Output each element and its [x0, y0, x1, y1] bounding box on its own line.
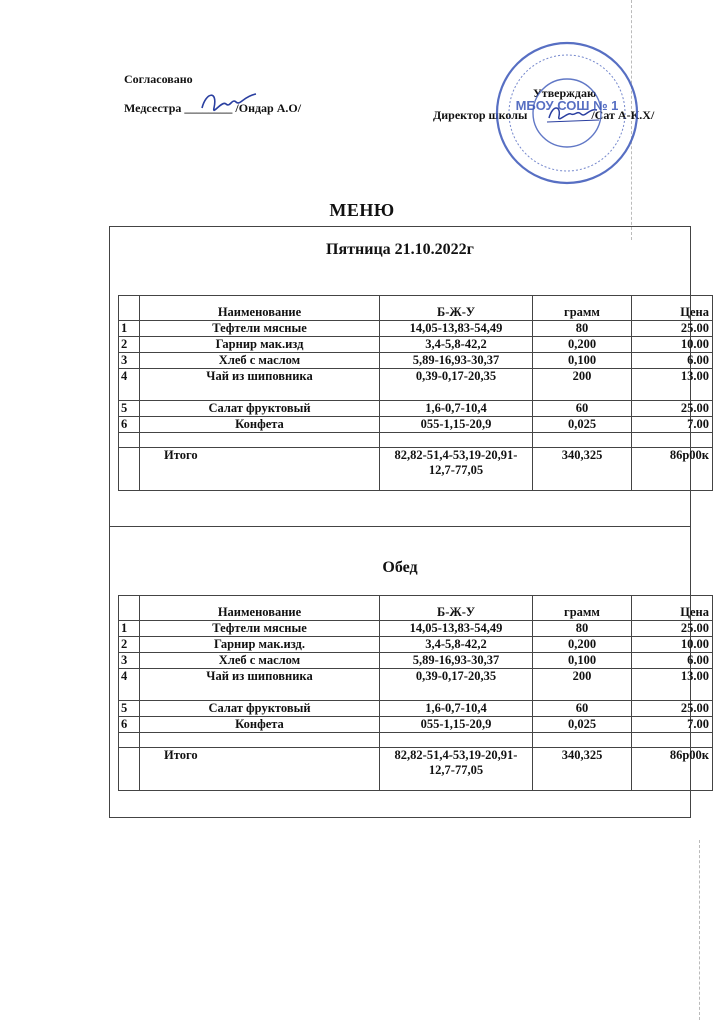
header-bju: Б-Ж-У	[380, 296, 533, 321]
table-row: 4 Чай из шиповника 0,39-0,17-20,35 200 13.00	[119, 369, 713, 401]
total-bju: 82,82-51,4-53,19-20,91-12,7-77,05	[380, 448, 533, 491]
table-row: 2 Гарнир мак.изд 3,4-5,8-42,2 0,200 10.00	[119, 337, 713, 353]
table-total-row	[119, 748, 713, 791]
table-row-empty	[119, 433, 713, 448]
header-gram: грамм	[533, 296, 632, 321]
header-price: Цена	[632, 296, 713, 321]
nurse-name: /Ондар А.О/	[235, 101, 302, 115]
day-title: Пятница 21.10.2022г	[326, 241, 474, 258]
table-row: 1 Тефтели мясные 14,05-13,83-54,49 80 25.00	[119, 321, 713, 337]
school-stamp	[492, 38, 642, 188]
header-name: Наименование	[140, 596, 380, 621]
total-label: Итого	[140, 748, 380, 791]
header-gram: грамм	[533, 596, 632, 621]
table-header	[119, 596, 713, 621]
table-row: 4 Чай из шиповника 0,39-0,17-20,35 200 13.00	[119, 669, 713, 701]
lunch-title: Обед	[382, 559, 418, 576]
table-row: 6 Конфета 055-1,15-20,9 0,025 7.00	[119, 417, 713, 433]
stamp-text: МБОУ СОШ № 1	[515, 98, 619, 113]
table-row: 3 Хлеб с маслом 5,89-16,93-30,37 0,100 6.00	[119, 353, 713, 369]
approve-label: Утверждаю	[533, 86, 597, 100]
total-gram: 340,325	[533, 748, 632, 791]
header-price: Цена	[632, 596, 713, 621]
table-row: 2 Гарнир мак.изд. 3,4-5,8-42,2 0,200 10.00	[119, 637, 713, 653]
breakfast-table	[118, 295, 713, 491]
lunch-table	[118, 595, 713, 791]
header-name: Наименование	[140, 296, 380, 321]
total-label: Итого	[140, 448, 380, 491]
section-divider	[110, 526, 690, 527]
total-price: 86р00к	[632, 748, 713, 791]
table-row: 1 Тефтели мясные 14,05-13,83-54,49 80 25.00	[119, 621, 713, 637]
header-bju: Б-Ж-У	[380, 596, 533, 621]
table-row-empty	[119, 733, 713, 748]
page-title: МЕНЮ	[329, 200, 395, 220]
scan-artifact	[699, 840, 700, 1020]
table-row: 5 Салат фруктовый 1,6-0,7-10,4 60 25.00	[119, 401, 713, 417]
nurse-signature-line: ________	[184, 101, 233, 115]
director-name: /Сат А-К.Х/	[591, 108, 655, 122]
total-bju: 82,82-51,4-53,19-20,91-12,7-77,05	[380, 748, 533, 791]
agreed-label: Согласовано	[124, 72, 193, 86]
total-price: 86р00к	[632, 448, 713, 491]
nurse-role: Медсестра	[124, 101, 182, 115]
nurse-signature	[196, 86, 262, 120]
director-role: Директор школы	[433, 108, 528, 122]
table-header	[119, 296, 713, 321]
table-total-row	[119, 448, 713, 491]
table-row: 5 Салат фруктовый 1,6-0,7-10,4 60 25.00	[119, 701, 713, 717]
table-row: 3 Хлеб с маслом 5,89-16,93-30,37 0,100 6.00	[119, 653, 713, 669]
total-gram: 340,325	[533, 448, 632, 491]
table-row: 6 Конфета 055-1,15-20,9 0,025 7.00	[119, 717, 713, 733]
